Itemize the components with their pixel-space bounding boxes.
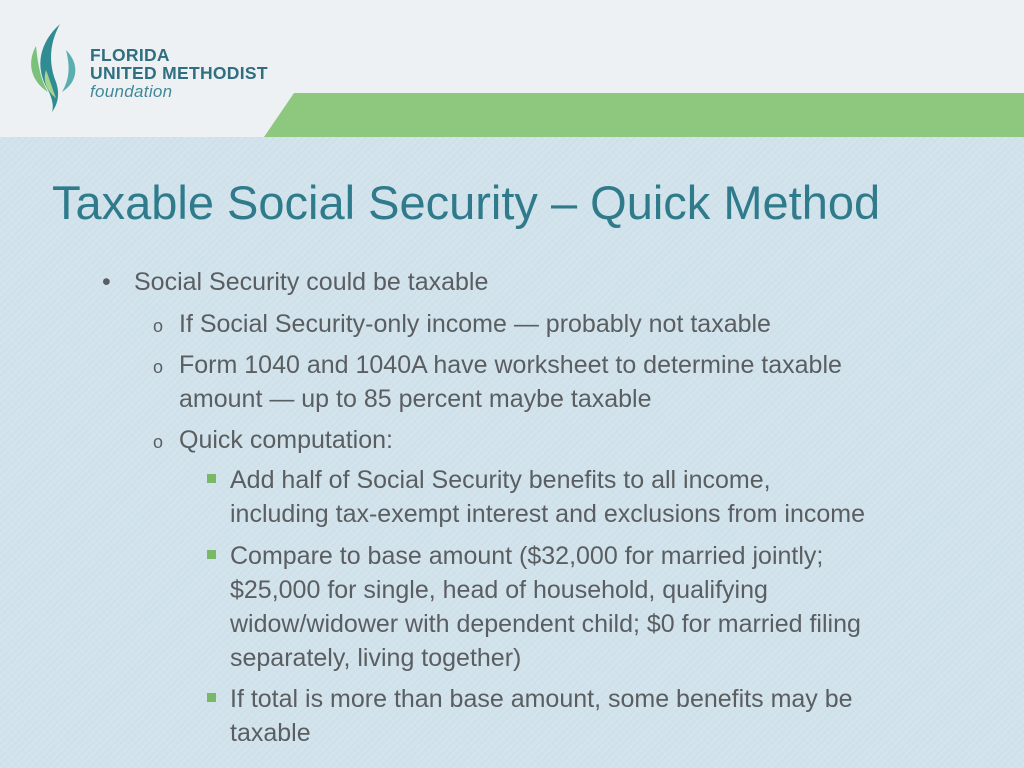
sub-bullet-text: If Social Security-only income — probably not taxable — [179, 310, 771, 338]
square-bullet-text-line: If total is more than base amount, some benefits may be — [230, 685, 853, 713]
slide-title: Taxable Social Security – Quick Method — [52, 176, 881, 229]
square-bullet-text-line: $25,000 for single, head of household, qualifying — [230, 576, 768, 604]
square-bullet-item — [230, 463, 865, 531]
logo-line-2: UNITED METHODIST — [90, 63, 268, 83]
logo-wordmark — [90, 46, 268, 101]
bullet-item — [102, 265, 489, 299]
square-bullet-item — [230, 682, 853, 750]
sub-bullet-marker: o — [153, 316, 164, 336]
square-bullet-text-line: separately, living together) — [230, 644, 522, 672]
square-bullet-item — [230, 539, 861, 675]
bullet-marker: • — [102, 268, 111, 296]
sub-bullet-item — [153, 423, 393, 457]
sub-bullet-marker: o — [153, 357, 164, 377]
green-accent-band — [264, 93, 1024, 137]
square-bullet-icon — [207, 550, 216, 559]
sub-bullet-marker: o — [153, 432, 164, 452]
sub-bullet-item — [153, 348, 842, 416]
sub-bullet-text-line: Form 1040 and 1040A have worksheet to determine taxable — [179, 351, 842, 379]
sub-bullet-item — [153, 307, 771, 341]
square-bullet-text-line: Compare to base amount ($32,000 for married jointly; — [230, 542, 824, 570]
square-bullet-icon — [207, 474, 216, 483]
square-bullet-icon — [207, 693, 216, 702]
square-bullet-text-line: taxable — [230, 719, 311, 747]
logo-line-3: foundation — [90, 82, 173, 101]
square-bullet-text-line: including tax-exempt interest and exclusions from income — [230, 500, 866, 528]
square-bullet-text-line: widow/widower with dependent child; $0 for married filing — [230, 610, 861, 638]
bullet-text: Social Security could be taxable — [134, 268, 489, 296]
sub-bullet-text: Quick computation: — [179, 426, 393, 454]
logo-line-1: FLORIDA — [90, 45, 170, 65]
square-bullet-text-line: Add half of Social Security benefits to all income, — [230, 466, 771, 494]
sub-bullet-text-line: amount — up to 85 percent maybe taxable — [179, 385, 652, 413]
flame-logo-icon — [26, 20, 82, 112]
